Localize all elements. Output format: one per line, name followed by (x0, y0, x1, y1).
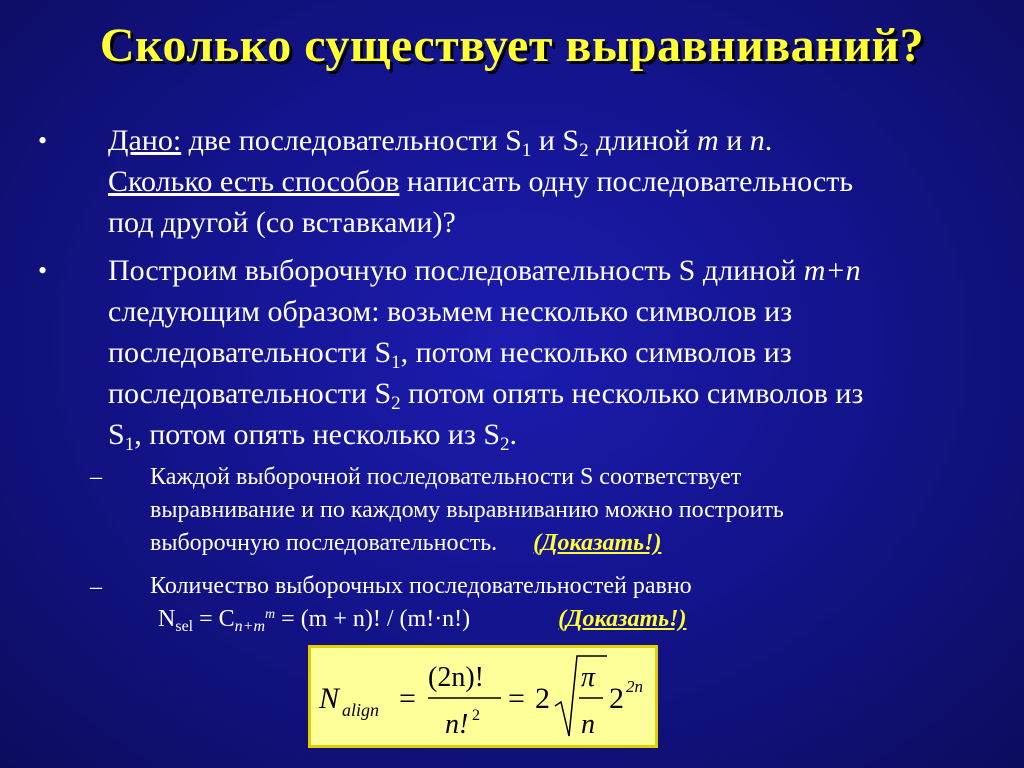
bullet-marker: • (38, 256, 48, 285)
formula-eq-2: = (508, 682, 525, 715)
subbullet-1-line-3: выборочную последовательность. (Доказать!) (150, 530, 662, 556)
formula-two: 2 (535, 682, 550, 715)
subbullet-1-line-1: Каждой выборочной последовательности S соответствует (150, 464, 742, 490)
slide-title: Сколько существует выравниваний? (99, 19, 925, 72)
bullet-given (108, 120, 853, 243)
subbullet-1-line-2: выравнивание и по каждому выравниванию можно построить (150, 497, 784, 523)
subbullet-count (150, 570, 692, 636)
bullet-given-line-2: Сколько есть способов написать одну последовательность (108, 165, 854, 198)
prove-link-2[interactable]: (Доказать!) (558, 606, 687, 632)
prove-link-1[interactable]: (Доказать!) (533, 530, 662, 556)
bullet-construct-line-2: следующим образом: возьмем несколько символов из (108, 295, 793, 328)
formula-base: 2 (609, 682, 624, 715)
subbullet-2-line-2 (150, 603, 692, 636)
subbullet-marker: – (90, 574, 102, 600)
bullet-construct (108, 250, 863, 455)
formula-lhs: N (319, 682, 340, 715)
bullet-given-line-3: под другой (со вставками)? (108, 206, 456, 239)
formula-numerator: (2n)! (428, 662, 484, 693)
formula-lhs-sub: align (342, 700, 380, 720)
bullet-construct-line-1: Построим выборочную последовательность S длиной m+n (108, 254, 861, 287)
bullet-marker: • (38, 126, 48, 155)
formula-den-power: 2 (472, 707, 480, 724)
bullet-construct-line-4: последовательности $S_2$ потом опять несколько символов из (108, 377, 864, 414)
formula-denominator: n! (445, 709, 469, 740)
formula-nalign (311, 648, 655, 745)
formula-exponent: 2n (626, 677, 643, 696)
subbullet-correspondence (150, 461, 784, 560)
formula-n: n (581, 709, 595, 740)
subbullet-2-line-1: Количество выборочных последовательностей равно (150, 573, 692, 599)
formula-pi: π (581, 662, 596, 693)
nsel-formula: $N_{sel} = C_{n+m}^m = (m + n)$! / (m!·n!) (158, 606, 471, 635)
bullet-construct-line-3: последовательности $S_1$, потом несколько символов из (108, 336, 792, 373)
bullet-given-line-1: Дано: две последовательности $S_1$ и $S_2$ длиной m и n. (108, 124, 773, 161)
formula-box (308, 645, 658, 748)
bullet-construct-line-5: $S_1$, потом опять несколько из $S_2$. (108, 418, 518, 455)
subbullet-marker: – (90, 464, 102, 490)
given-label: Дано: (108, 124, 182, 157)
formula-eq-1: = (399, 682, 416, 715)
ways-label: Сколько есть способов (108, 165, 400, 198)
